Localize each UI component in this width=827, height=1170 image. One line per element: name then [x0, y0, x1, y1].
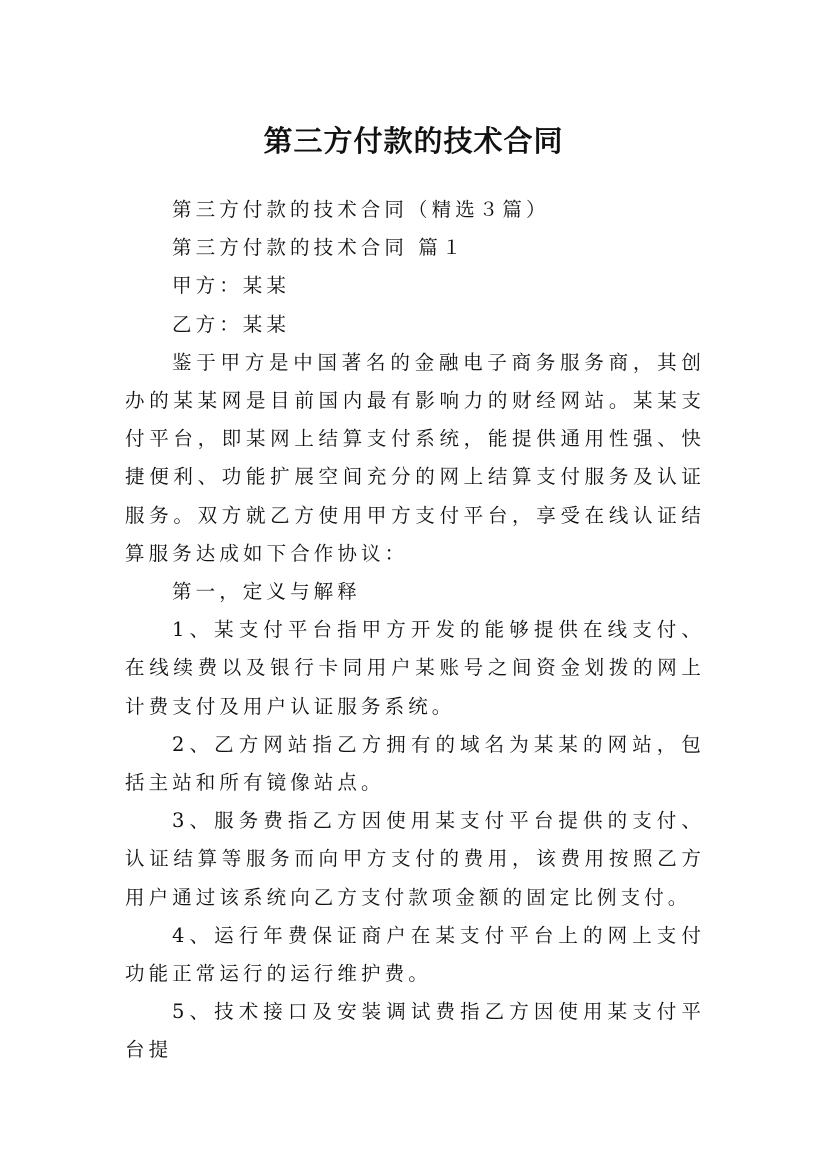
- paragraph-subtitle: 第三方付款的技术合同（精选３篇）: [172, 198, 550, 221]
- paragraph-clause-3: 3、服务费指乙方因使用某支付平台提供的支付、认证结算等服务而向甲方支付的费用，该费用按照乙方用户通过该系统向乙方支付款项金额的固定比例支付。: [125, 809, 705, 909]
- paragraph-party-b: 乙方：某某: [172, 312, 291, 336]
- document-body: [125, 191, 705, 1070]
- paragraph-section-heading: 第三方付款的技术合同 篇１: [172, 236, 466, 260]
- paragraph-article-heading: 第一，定义与解释: [172, 580, 361, 604]
- paragraph-clause-1: 1、某支付平台指甲方开发的能够提供在线支付、在线续费以及银行卡同用户某账号之间资金划拨的网上计费支付及用户认证服务系统。: [125, 618, 705, 718]
- paragraph-clause-4: 4、运行年费保证商户在某支付平台上的网上支付功能正常运行的运行维护费。: [125, 923, 705, 986]
- paragraph-preamble: 鉴于甲方是中国著名的金融电子商务服务商，其创办的某某网是目前国内最有影响力的财经网站。某某支付平台，即某网上结算支付系统，能提供通用性强、快捷便利、功能扩展空间充分的网上结算支付服务及认证服务。双方就乙方使用甲方支付平台，享受在线认证结算服务达成如下合作协议：: [125, 350, 705, 565]
- document-title: 第三方付款的技术合同: [263, 124, 564, 159]
- paragraph-party-a: 甲方：某某: [172, 274, 291, 298]
- paragraph-clause-5: 5、技术接口及安装调试费指乙方因使用某支付平台提: [125, 1000, 705, 1062]
- paragraph-clause-2: 2、乙方网站指乙方拥有的域名为某某的网站，包括主站和所有镜像站点。: [125, 732, 705, 795]
